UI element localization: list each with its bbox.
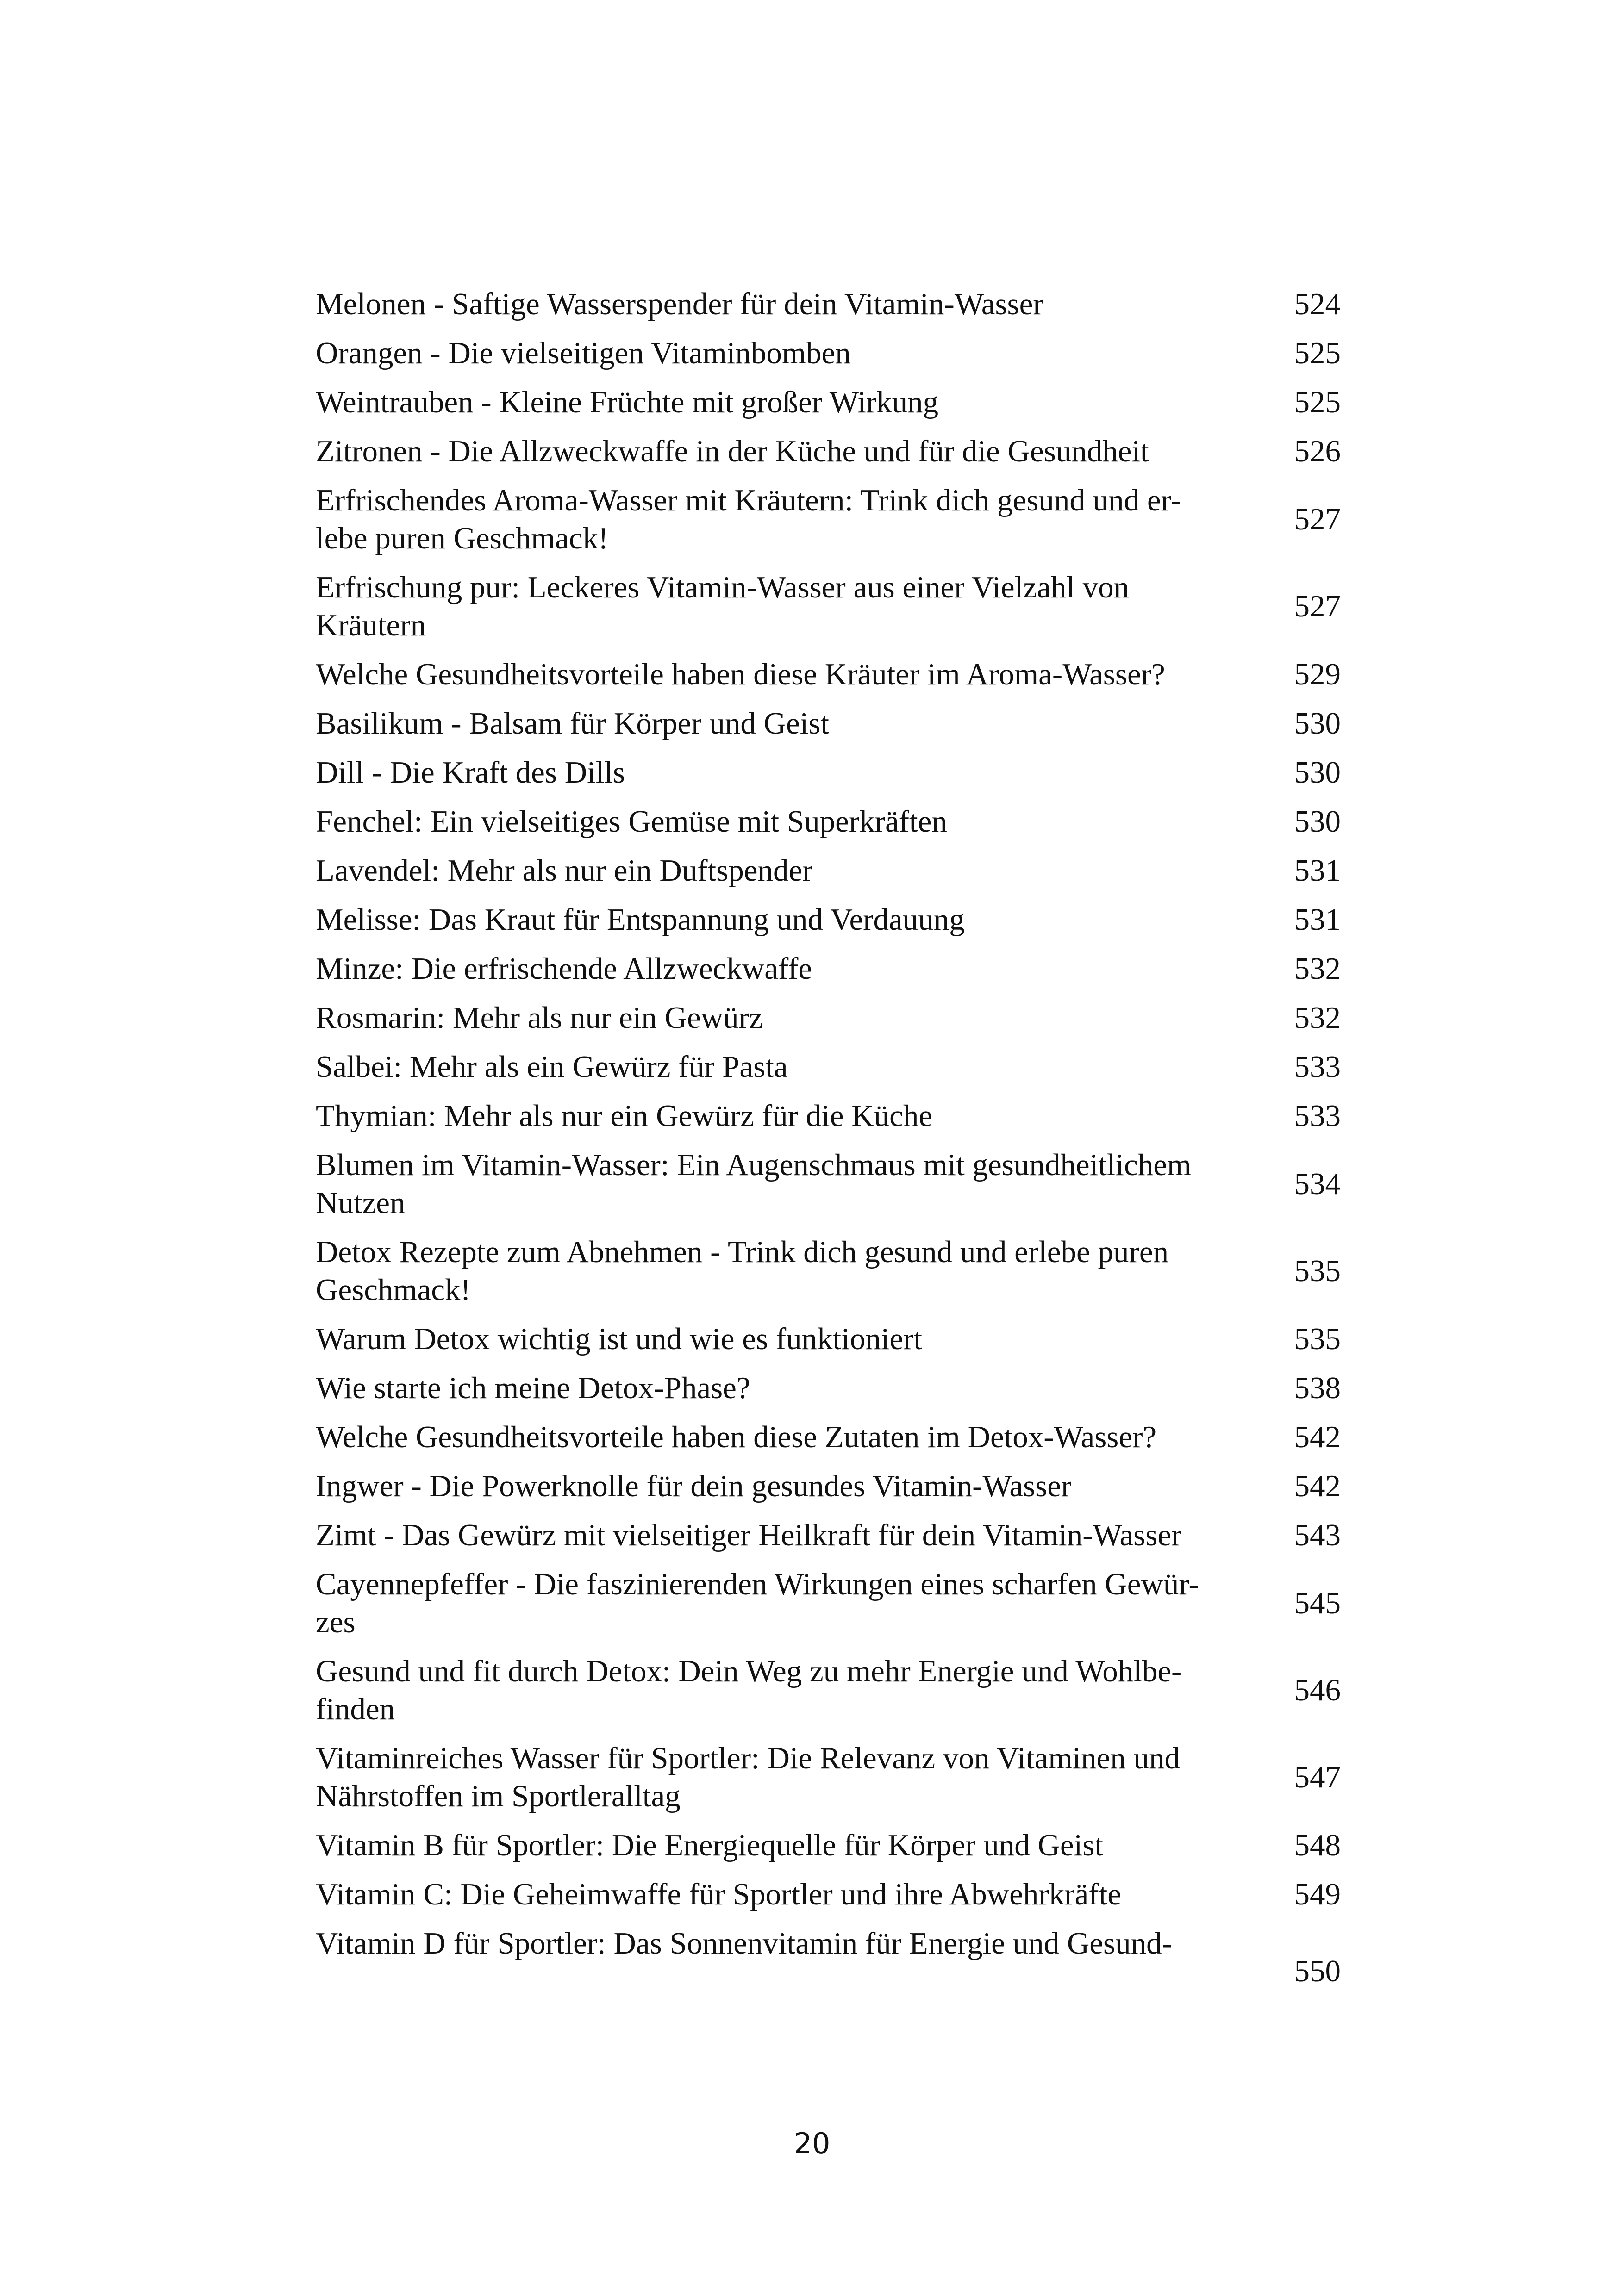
toc-entry-title: Thymian: Mehr als nur ein Gewürz für die Küche <box>316 1099 933 1133</box>
toc-entry-title: Lavendel: Mehr als nur ein Duftspender <box>316 853 813 888</box>
toc-entry[interactable] <box>316 563 1341 650</box>
toc-entry[interactable] <box>316 699 1341 748</box>
toc-entry-title: Ingwer - Die Powerknolle für dein gesundes Vitamin-Wasser <box>316 1469 1072 1503</box>
toc-entry-page: 545 <box>1294 1586 1341 1620</box>
toc-entry[interactable] <box>316 1314 1341 1363</box>
toc-entry-page: 534 <box>1294 1167 1341 1201</box>
toc-entry[interactable] <box>316 1919 1341 1988</box>
toc-entry-page: 542 <box>1294 1420 1341 1454</box>
toc-entry-page: 526 <box>1294 434 1341 468</box>
toc-entry-title: Erfrischendes Aroma-Wasser mit Kräutern: Trink dich gesund und er- lebe puren Geschmack! <box>316 483 1181 555</box>
toc-entry-title: Warum Detox wichtig ist und wie es funktioniert <box>316 1322 923 1356</box>
toc-entry-page: 549 <box>1294 1877 1341 1911</box>
page-number: 20 <box>793 2127 831 2160</box>
toc-entry[interactable] <box>316 650 1341 699</box>
toc-entry-title: Vitamin C: Die Geheimwaffe für Sportler und ihre Abwehrkräfte <box>316 1877 1121 1911</box>
toc-entry-title: Welche Gesundheitsvorteile haben diese Zutaten im Detox-Wasser? <box>316 1420 1157 1454</box>
toc-entry-page: 538 <box>1294 1371 1341 1405</box>
toc-entry[interactable] <box>316 1140 1341 1227</box>
toc-entry[interactable] <box>316 329 1341 378</box>
toc-entry-page: 531 <box>1294 902 1341 937</box>
toc-entry-page: 535 <box>1294 1254 1341 1288</box>
toc-entry-title: Vitamin B für Sportler: Die Energiequelle für Körper und Geist <box>316 1828 1103 1862</box>
toc-entry[interactable] <box>316 846 1341 895</box>
toc-entry-page: 546 <box>1294 1673 1341 1707</box>
toc-entry-page: 527 <box>1294 502 1341 536</box>
toc-entry-page: 532 <box>1294 952 1341 986</box>
toc-entry-title: Salbei: Mehr als ein Gewürz für Pasta <box>316 1050 788 1084</box>
toc-entry[interactable] <box>316 1363 1341 1412</box>
toc-entry[interactable] <box>316 1462 1341 1511</box>
toc-entry-title: Orangen - Die vielseitigen Vitaminbomben <box>316 336 851 370</box>
toc-entry-title: Cayennepfeffer - Die faszinierenden Wirkungen eines scharfen Gewür- zes <box>316 1567 1199 1639</box>
toc-entry[interactable] <box>316 427 1341 476</box>
toc-entry-title: Zimt - Das Gewürz mit vielseitiger Heilkraft für dein Vitamin-Wasser <box>316 1518 1182 1552</box>
toc-entry-page: 533 <box>1294 1099 1341 1133</box>
toc-entry-page: 524 <box>1294 287 1341 321</box>
toc-entry-page: 525 <box>1294 385 1341 419</box>
toc-entry-page: 533 <box>1294 1050 1341 1084</box>
toc-entry[interactable] <box>316 993 1341 1042</box>
toc-entry-title: Vitamin D für Sportler: Das Sonnenvitamin für Energie und Gesund- <box>316 1926 1172 1960</box>
toc-entry-page: 542 <box>1294 1469 1341 1503</box>
toc-entry-title: Melonen - Saftige Wasserspender für dein Vitamin-Wasser <box>316 287 1043 321</box>
toc-entry-title: Vitaminreiches Wasser für Sportler: Die Relevanz von Vitaminen und Nährstoffen im Sportleralltag <box>316 1741 1181 1813</box>
toc-entry[interactable] <box>316 1227 1341 1314</box>
toc-entry[interactable] <box>316 1042 1341 1091</box>
toc-entry-page: 530 <box>1294 804 1341 839</box>
toc-entry-page: 547 <box>1294 1760 1341 1794</box>
toc-entry-title: Zitronen - Die Allzweckwaffe in der Küche und für die Gesundheit <box>316 434 1149 468</box>
toc-entry-title: Melisse: Das Kraut für Entspannung und Verdauung <box>316 902 965 937</box>
toc-entry[interactable] <box>316 895 1341 944</box>
toc-entry[interactable] <box>316 797 1341 846</box>
toc-entry-title: Detox Rezepte zum Abnehmen - Trink dich gesund und erlebe puren Geschmack! <box>316 1235 1169 1307</box>
toc-entry-page: 527 <box>1294 589 1341 623</box>
toc-entry-page: 550 <box>1294 1954 1341 1988</box>
toc-entry-title: Welche Gesundheitsvorteile haben diese Kräuter im Aroma-Wasser? <box>316 657 1165 691</box>
toc-entry-page: 525 <box>1294 336 1341 370</box>
toc-entry-title: Rosmarin: Mehr als nur ein Gewürz <box>316 1001 763 1035</box>
toc-entry-page: 530 <box>1294 706 1341 740</box>
toc-entry[interactable] <box>316 1647 1341 1734</box>
toc-entry[interactable] <box>316 378 1341 427</box>
toc-entry[interactable] <box>316 1091 1341 1140</box>
toc-entry[interactable] <box>316 1412 1341 1462</box>
toc-entry-page: 531 <box>1294 853 1341 888</box>
toc-entry[interactable] <box>316 280 1341 329</box>
toc-entry-page: 543 <box>1294 1518 1341 1552</box>
toc-entry[interactable] <box>316 1734 1341 1821</box>
toc-entry-title: Blumen im Vitamin-Wasser: Ein Augenschmaus mit gesundheitlichem Nutzen <box>316 1148 1192 1220</box>
toc-entry-title: Erfrischung pur: Leckeres Vitamin-Wasser aus einer Vielzahl von Kräutern <box>316 570 1130 642</box>
toc-entry[interactable] <box>316 476 1341 563</box>
toc-entry-title: Basilikum - Balsam für Körper und Geist <box>316 706 830 740</box>
toc-entry-title: Minze: Die erfrischende Allzweckwaffe <box>316 952 812 986</box>
toc-entry[interactable] <box>316 1870 1341 1919</box>
toc-entry-page: 532 <box>1294 1001 1341 1035</box>
toc-entry-title: Weintrauben - Kleine Früchte mit großer Wirkung <box>316 385 939 419</box>
toc-entry[interactable] <box>316 1560 1341 1647</box>
toc-entry-page: 535 <box>1294 1322 1341 1356</box>
toc-entry-page: 548 <box>1294 1828 1341 1862</box>
toc-entry-page: 530 <box>1294 755 1341 790</box>
toc-entry-title: Dill - Die Kraft des Dills <box>316 755 625 790</box>
toc-entry-title: Gesund und fit durch Detox: Dein Weg zu mehr Energie und Wohlbe- finden <box>316 1654 1182 1726</box>
toc-entry[interactable] <box>316 944 1341 993</box>
toc-entry[interactable] <box>316 748 1341 797</box>
toc-entry-title: Fenchel: Ein vielseitiges Gemüse mit Superkräften <box>316 804 947 839</box>
toc-entry-title: Wie starte ich meine Detox-Phase? <box>316 1371 750 1405</box>
toc-entry[interactable] <box>316 1821 1341 1870</box>
toc-entry[interactable] <box>316 1511 1341 1560</box>
toc-entry-page: 529 <box>1294 657 1341 691</box>
table-of-contents <box>316 280 1341 1988</box>
